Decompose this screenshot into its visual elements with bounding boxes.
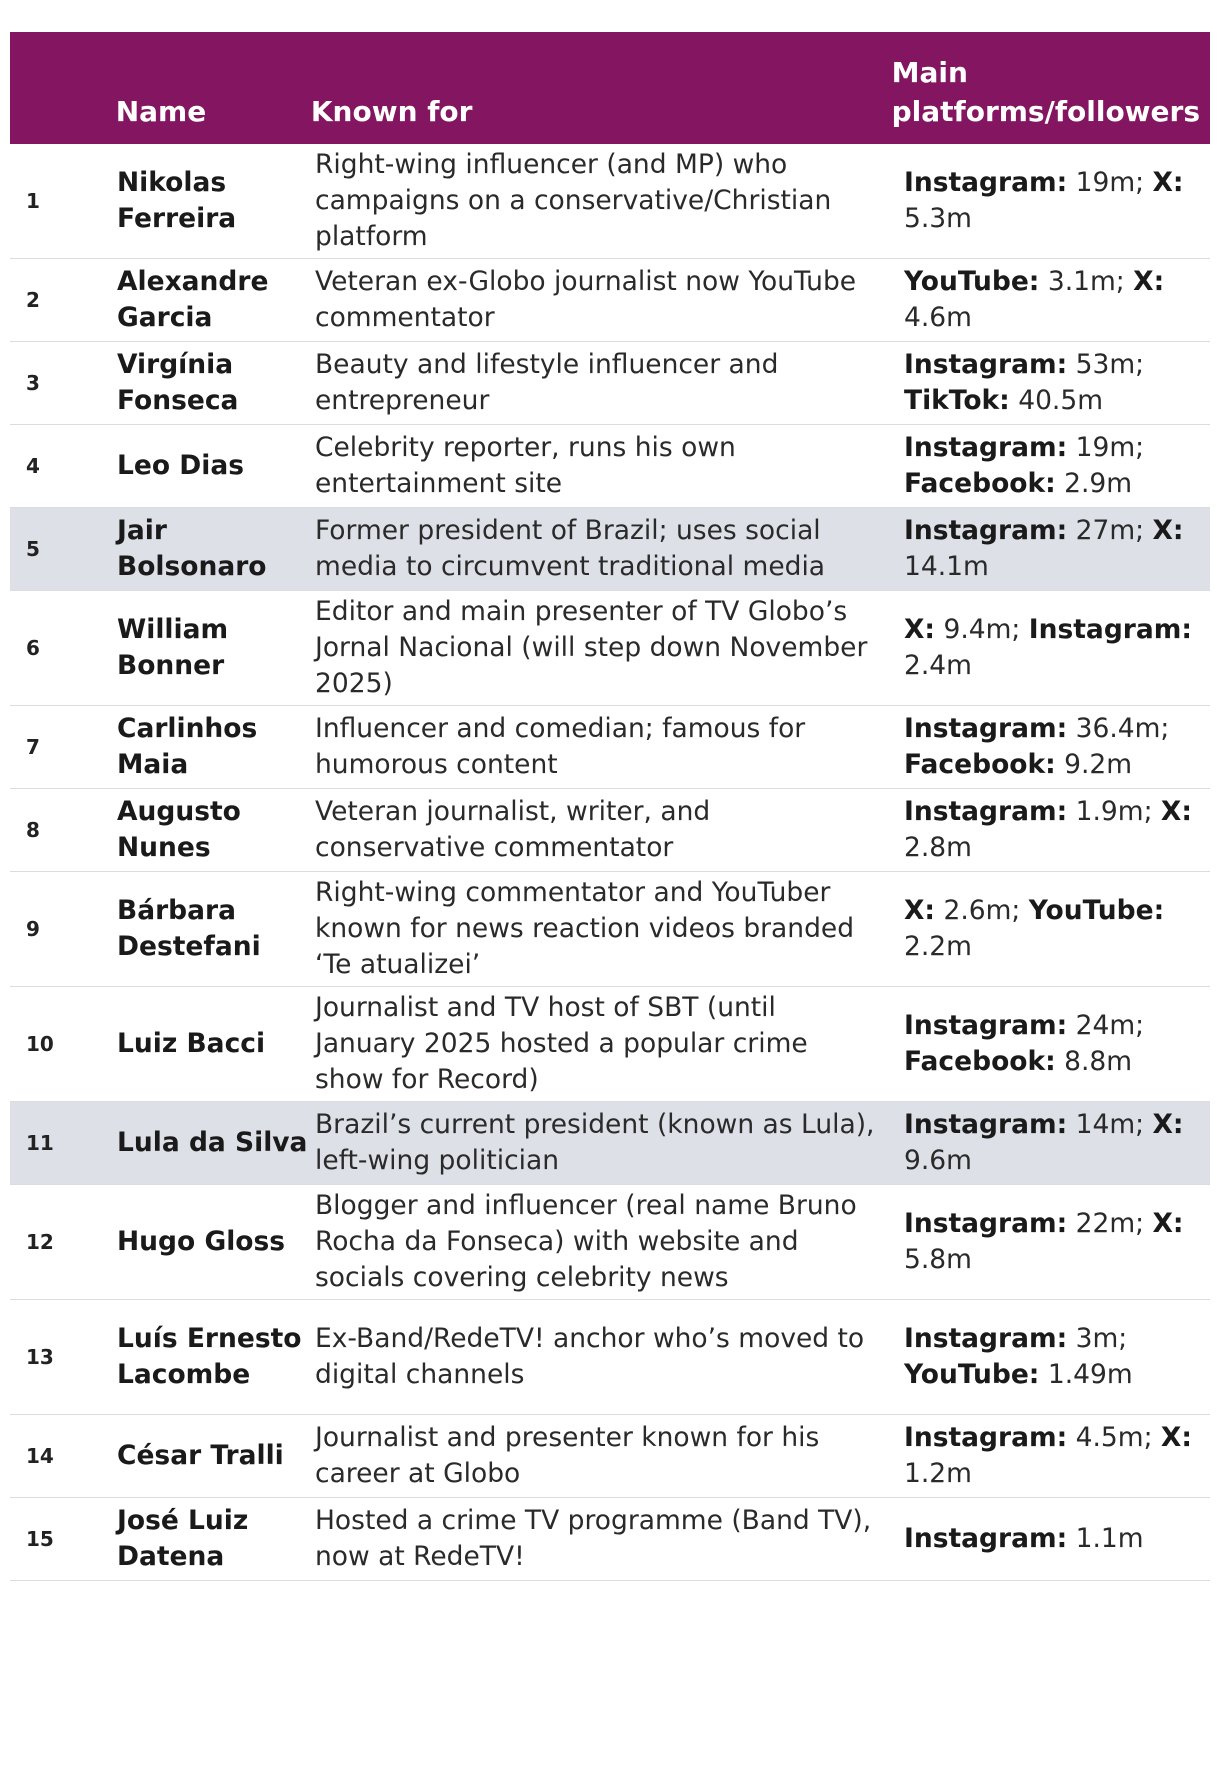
follower-count: 9.2m: [1055, 749, 1133, 780]
rank-number: 8: [26, 818, 40, 842]
person-name: Bárbara Destefani: [117, 895, 261, 962]
follower-count: 8.8m: [1055, 1046, 1133, 1077]
platform-name: X:: [1152, 1208, 1184, 1239]
platform-name: YouTube:: [904, 1359, 1040, 1390]
platform-name: Instagram:: [904, 515, 1068, 546]
known-for-text: Ex-Band/RedeTV! anchor who’s moved to digital channels: [315, 1323, 865, 1390]
person-name: Leo Dias: [117, 450, 245, 481]
follower-count: 4.5m;: [1067, 1422, 1161, 1453]
platforms-cell: [904, 612, 1210, 684]
rank-number: 9: [26, 917, 40, 941]
header-name: Name: [115, 95, 207, 128]
follower-count: 9.6m: [904, 1109, 1192, 1176]
follower-count: 1.2m: [904, 1422, 1201, 1489]
platform-name: Instagram:: [904, 1208, 1068, 1239]
follower-count: 53m;: [1067, 349, 1153, 380]
follower-count: 4.6m: [904, 266, 1173, 333]
platforms-cell: [904, 165, 1210, 237]
rank-number: 1: [26, 189, 40, 213]
platform-name: X:: [1133, 266, 1165, 297]
platforms-cell: [904, 893, 1210, 965]
table-row: [10, 1300, 1210, 1415]
table-header: [10, 32, 1210, 144]
rank-number: 6: [26, 636, 40, 660]
known-for-text: Right-wing commentator and YouTuber known for news reaction videos branded ‘Te atualizei’: [315, 877, 855, 980]
platform-name: Facebook:: [904, 468, 1056, 499]
influencers-table: [10, 32, 1210, 1581]
platform-name: Instagram:: [904, 349, 1068, 380]
rank-number: 7: [26, 735, 40, 759]
platform-name: X:: [1160, 1422, 1192, 1453]
platforms-cell: [904, 513, 1210, 585]
rank-number: 13: [26, 1345, 54, 1369]
header-known-for: Known for: [310, 95, 473, 128]
known-for-text: Celebrity reporter, runs his own entertainment site: [315, 432, 736, 499]
platform-name: Instagram:: [904, 1422, 1068, 1453]
platform-name: Instagram:: [904, 1109, 1068, 1140]
follower-count: 36.4m;: [1067, 713, 1178, 744]
table-row: [10, 1498, 1210, 1581]
person-name: Luís Ernesto Lacombe: [117, 1323, 302, 1390]
platforms-cell: [904, 794, 1210, 866]
follower-count: 2.8m: [904, 796, 1201, 863]
platform-name: X:: [1152, 1109, 1184, 1140]
table-row: [10, 987, 1210, 1102]
rank-number: 14: [26, 1444, 54, 1468]
person-name: Nikolas Ferreira: [117, 167, 237, 234]
known-for-text: Journalist and TV host of SBT (until January 2025 hosted a popular crime show for Record): [315, 992, 808, 1095]
known-for-text: Brazil’s current president (known as Lula), left-wing politician: [315, 1109, 875, 1176]
known-for-text: Blogger and influencer (real name Bruno Rocha da Fonseca) with website and socials covering celebrity news: [315, 1190, 857, 1293]
platforms-cell: [904, 347, 1210, 419]
table-row: [10, 1102, 1210, 1185]
platforms-cell: [904, 264, 1210, 336]
known-for-text: Beauty and lifestyle influencer and entrepreneur: [315, 349, 779, 416]
platform-name: X:: [1152, 515, 1184, 546]
person-name: William Bonner: [117, 614, 229, 681]
person-name: Alexandre Garcia: [117, 266, 269, 333]
table-row: [10, 342, 1210, 425]
platforms-cell: [904, 1521, 1210, 1557]
follower-count: 1.49m: [1039, 1359, 1133, 1390]
platform-name: YouTube:: [904, 266, 1040, 297]
platform-name: Instagram:: [904, 713, 1068, 744]
table-row: [10, 508, 1210, 591]
known-for-text: Influencer and comedian; famous for humorous content: [315, 713, 806, 780]
platforms-cell: [904, 1107, 1210, 1179]
rank-number: 4: [26, 454, 40, 478]
platform-name: X:: [1160, 796, 1192, 827]
known-for-text: Veteran journalist, writer, and conservative commentator: [315, 796, 711, 863]
table-row: [10, 591, 1210, 706]
known-for-text: Journalist and presenter known for his career at Globo: [315, 1422, 820, 1489]
person-name: Lula da Silva: [117, 1127, 308, 1158]
person-name: César Tralli: [117, 1440, 284, 1471]
rank-number: 12: [26, 1230, 54, 1254]
platform-name: Instagram:: [904, 1323, 1068, 1354]
known-for-text: Former president of Brazil; uses social media to circumvent traditional media: [315, 515, 826, 582]
table-row: [10, 706, 1210, 789]
platforms-cell: [904, 1206, 1210, 1278]
follower-count: 1.9m;: [1067, 796, 1161, 827]
table-row: [10, 425, 1210, 508]
person-name: Augusto Nunes: [117, 796, 241, 863]
table-body: [10, 144, 1210, 1581]
known-for-text: Veteran ex-Globo journalist now YouTube commentator: [315, 266, 857, 333]
follower-count: 2.4m: [904, 614, 1201, 681]
table-row: [10, 1185, 1210, 1300]
follower-count: 9.4m;: [935, 614, 1029, 645]
platform-name: X:: [904, 895, 936, 926]
table-row: [10, 872, 1210, 987]
rank-number: 5: [26, 537, 40, 561]
known-for-text: Editor and main presenter of TV Globo’s Jornal Nacional (will step down November 2025): [315, 596, 868, 699]
person-name: José Luiz Datena: [117, 1505, 249, 1572]
follower-count: 2.9m: [1055, 468, 1133, 499]
follower-count: 2.2m: [904, 895, 1173, 962]
table-row: [10, 1415, 1210, 1498]
follower-count: 3.1m;: [1039, 266, 1134, 297]
follower-count: 27m;: [1067, 515, 1153, 546]
platforms-cell: [904, 430, 1210, 502]
follower-count: 5.3m: [904, 167, 1192, 234]
platform-name: Instagram:: [904, 432, 1068, 463]
follower-count: 22m;: [1067, 1208, 1153, 1239]
person-name: Luiz Bacci: [117, 1028, 266, 1059]
follower-count: 1.1m: [1067, 1523, 1144, 1554]
table-row: [10, 144, 1210, 259]
known-for-text: Hosted a crime TV programme (Band TV), now at RedeTV!: [315, 1505, 872, 1572]
person-name: Jair Bolsonaro: [117, 515, 267, 582]
follower-count: 19m;: [1067, 432, 1153, 463]
follower-count: 3m;: [1067, 1323, 1136, 1354]
rank-number: 10: [26, 1032, 54, 1056]
person-name: Carlinhos Maia: [117, 713, 258, 780]
platforms-cell: [904, 1420, 1210, 1492]
platforms-cell: [904, 711, 1210, 783]
platform-name: YouTube:: [1028, 895, 1165, 926]
follower-count: 14.1m: [904, 515, 1192, 582]
platform-name: X:: [904, 614, 936, 645]
table-row: [10, 259, 1210, 342]
follower-count: 40.5m: [1009, 385, 1104, 416]
platform-name: Instagram:: [904, 1523, 1068, 1554]
follower-count: 24m;: [1067, 1010, 1153, 1041]
person-name: Hugo Gloss: [117, 1226, 286, 1257]
follower-count: 14m;: [1067, 1109, 1153, 1140]
platform-name: Facebook:: [904, 749, 1056, 780]
platform-name: X:: [1152, 167, 1184, 198]
platform-name: Instagram:: [904, 1010, 1068, 1041]
platform-name: Instagram:: [904, 796, 1068, 827]
follower-count: 5.8m: [904, 1208, 1192, 1275]
rank-number: 11: [26, 1131, 54, 1155]
platform-name: Instagram:: [904, 167, 1068, 198]
known-for-text: Right-wing influencer (and MP) who campaigns on a conservative/Christian platform: [315, 149, 832, 252]
person-name: Virgínia Fonseca: [117, 349, 239, 416]
platform-name: TikTok:: [904, 385, 1010, 416]
follower-count: 19m;: [1067, 167, 1153, 198]
platforms-cell: [904, 1321, 1210, 1393]
header-platforms: Main platforms/followers: [891, 56, 1201, 128]
rank-number: 3: [26, 371, 40, 395]
rank-number: 2: [26, 288, 40, 312]
follower-count: 2.6m;: [935, 895, 1029, 926]
platform-name: Instagram:: [1028, 614, 1192, 645]
table-row: [10, 789, 1210, 872]
platform-name: Facebook:: [904, 1046, 1056, 1077]
rank-number: 15: [26, 1527, 54, 1551]
platforms-cell: [904, 1008, 1210, 1080]
